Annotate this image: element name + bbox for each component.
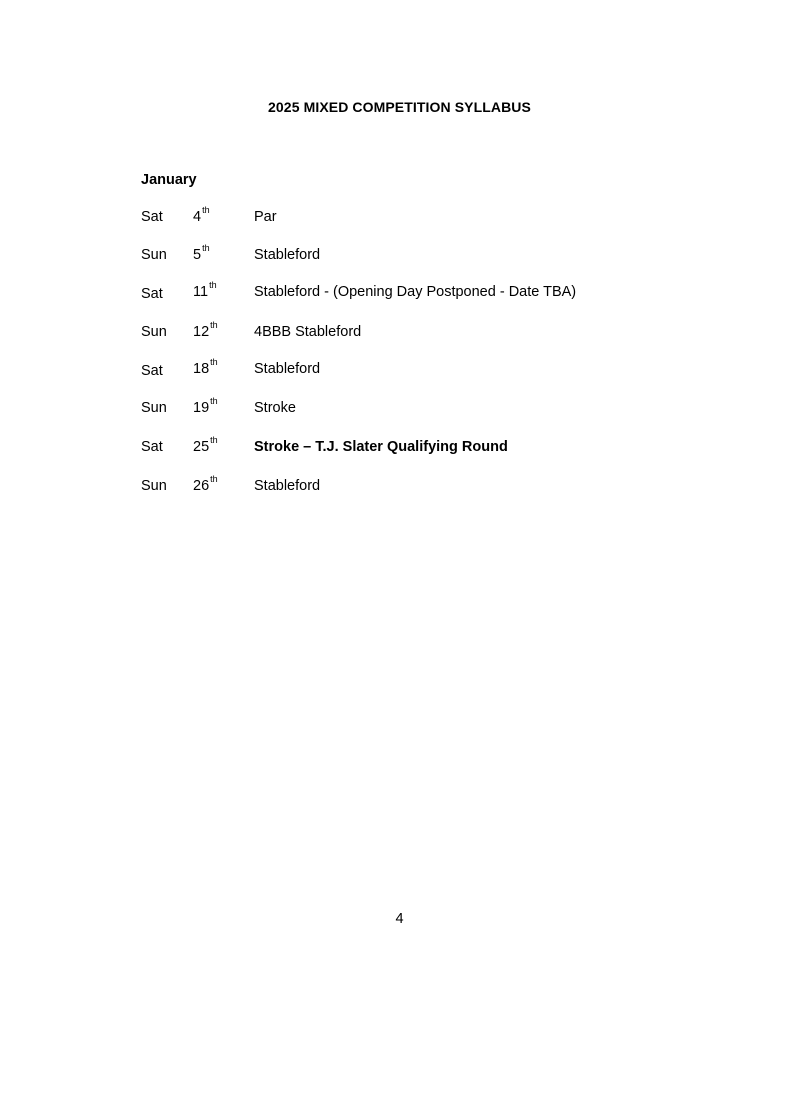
row-day: Sat	[141, 209, 163, 225]
row-date: 26th	[193, 474, 218, 494]
row-date: 19th	[193, 396, 218, 416]
schedule-row	[0, 243, 799, 269]
row-date: 5th	[193, 243, 210, 263]
row-date: 11th	[193, 280, 217, 300]
row-day: Sat	[141, 286, 163, 302]
schedule-row	[0, 435, 799, 461]
row-event: Stableford	[254, 361, 321, 377]
schedule-row	[0, 396, 799, 422]
schedule-row	[0, 280, 799, 306]
row-date: 18th	[193, 357, 218, 377]
row-event: Stableford	[254, 247, 321, 263]
row-event: 4BBB Stableford	[254, 324, 362, 340]
row-event: Stroke	[254, 400, 296, 416]
schedule-row	[0, 357, 799, 383]
month-heading: January	[141, 172, 197, 188]
schedule-row	[0, 320, 799, 346]
page-number: 4	[395, 911, 404, 927]
row-event: Stableford	[254, 478, 321, 494]
row-event: Par	[254, 209, 277, 225]
row-day: Sun	[141, 247, 167, 263]
schedule-row	[0, 205, 799, 231]
row-date: 25th	[193, 435, 218, 455]
row-date: 4th	[193, 205, 210, 225]
row-day: Sun	[141, 400, 167, 416]
schedule-row	[0, 474, 799, 500]
document-title: 2025 MIXED COMPETITION SYLLABUS	[268, 99, 531, 115]
row-day: Sun	[141, 324, 167, 340]
row-event: Stroke – T.J. Slater Qualifying Round	[254, 439, 508, 455]
row-day: Sat	[141, 439, 163, 455]
row-event: Stableford - (Opening Day Postponed - Date TBA)	[254, 284, 577, 300]
row-day: Sat	[141, 363, 163, 379]
row-date: 12th	[193, 320, 218, 340]
row-day: Sun	[141, 478, 167, 494]
